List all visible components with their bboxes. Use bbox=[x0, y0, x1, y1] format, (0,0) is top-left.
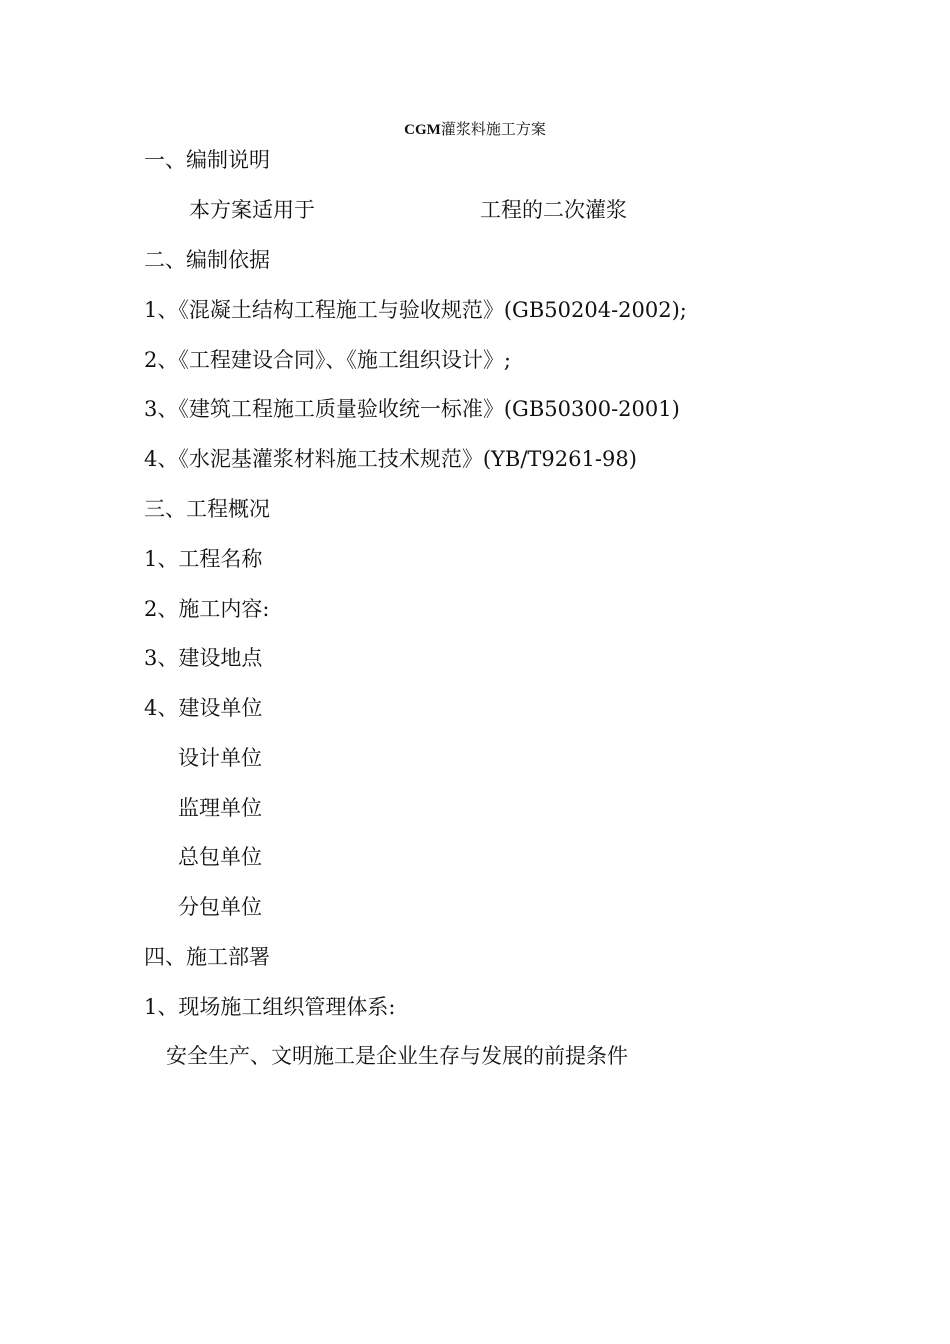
overview-item: 3、建设地点 bbox=[144, 646, 263, 670]
section-3-heading: 三、工程概况 bbox=[144, 497, 270, 521]
scope-prefix: 本方案适用于 bbox=[189, 198, 315, 222]
section-2-heading: 二、编制依据 bbox=[144, 248, 270, 272]
deployment-item: 1、现场施工组织管理体系: bbox=[144, 995, 396, 1019]
body-paragraph: 安全生产、文明施工是企业生存与发展的前提条件 bbox=[166, 1044, 628, 1068]
unit-item: 分包单位 bbox=[178, 895, 262, 919]
overview-item: 2、施工内容: bbox=[144, 597, 270, 621]
basis-item: 3、《建筑工程施工质量验收统一标准》(GB50300-2001) bbox=[144, 397, 680, 421]
title-latin: CGM bbox=[404, 122, 441, 138]
unit-item: 设计单位 bbox=[178, 746, 262, 770]
overview-item: 1、工程名称 bbox=[144, 547, 263, 571]
basis-item: 2、《工程建设合同》、《施工组织设计》; bbox=[144, 348, 511, 372]
scope-suffix: 工程的二次灌浆 bbox=[480, 198, 627, 222]
unit-item: 监理单位 bbox=[178, 796, 262, 820]
section-4-heading: 四、施工部署 bbox=[144, 945, 270, 969]
section-1-heading: 一、编制说明 bbox=[144, 148, 270, 172]
document-title bbox=[0, 118, 950, 139]
unit-item: 总包单位 bbox=[178, 845, 262, 869]
basis-item: 1、《混凝土结构工程施工与验收规范》(GB50204-2002); bbox=[144, 298, 687, 322]
title-rest: 灌浆料施工方案 bbox=[440, 120, 546, 138]
basis-item: 4、《水泥基灌浆材料施工技术规范》(YB/T9261-98) bbox=[144, 447, 637, 471]
overview-item: 4、建设单位 bbox=[144, 696, 263, 720]
